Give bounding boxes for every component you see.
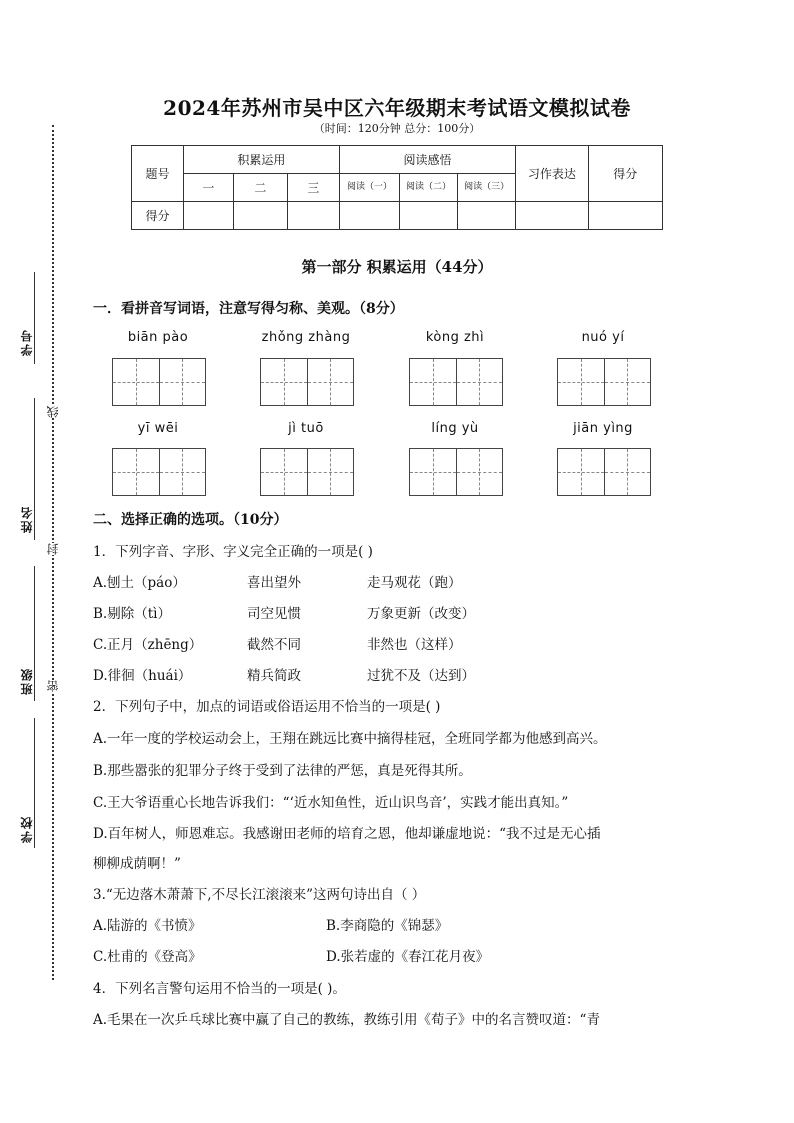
cut-mark-feng: 封 <box>46 543 60 555</box>
writing-grid[interactable] <box>557 448 651 496</box>
q2-stem: 2．下列句子中，加点的词语或俗语运用不恰当的一项是( ) <box>93 699 441 715</box>
q1-option-word: 截然不同 <box>247 637 301 653</box>
q1-option-word: 司空见惯 <box>247 606 301 622</box>
col-xizuo: 习作表达 <box>516 146 588 202</box>
col-jilei: 积累运用 <box>183 146 339 174</box>
q4-stem: 4．下列名言警句运用不恰当的一项是( )。 <box>93 981 346 997</box>
school-label: 学校 <box>20 815 34 843</box>
writing-grid[interactable] <box>112 358 206 406</box>
q1-option-word: 万象更新（改变） <box>367 606 475 622</box>
section2-heading: 二、选择正确的选项。（10分） <box>93 512 288 528</box>
cut-mark-mi: 密 <box>46 680 60 692</box>
sub-col-1: 一 <box>183 174 233 202</box>
col-yuedu: 阅读感悟 <box>339 146 515 174</box>
sub-col-2: 二 <box>233 174 287 202</box>
q2-option: D.百年树人，师恩难忘。我感谢田老师的培育之恩，他却谦虚地说：“我不过是无心插 <box>93 826 601 842</box>
score-cell[interactable] <box>183 202 233 230</box>
q1-option: B.剔除（tì） <box>93 606 171 622</box>
writing-grid[interactable] <box>409 358 503 406</box>
q1-option: D.徘徊（huái） <box>93 668 192 684</box>
class-field[interactable] <box>34 566 35 701</box>
score-cell[interactable] <box>287 202 339 230</box>
q3-option: D.张若虚的《春江花月夜》 <box>326 949 490 965</box>
q4-option: A.毛果在一次乒乓球比赛中赢了自己的教练，教练引用《荀子》中的名言赞叹道：“青 <box>93 1012 600 1028</box>
q3-option: B.李商隐的《锦瑟》 <box>326 918 449 934</box>
sub-col-3: 三 <box>287 174 339 202</box>
pinyin-label: yī wēi <box>137 421 179 436</box>
part1-heading: 第一部分 积累运用（44分） <box>301 258 493 276</box>
student-id-field[interactable] <box>34 272 35 364</box>
q1-stem: 1．下列字音、字形、字义完全正确的一项是( ) <box>93 544 373 560</box>
q1-option-word: 走马观花（跑） <box>367 575 462 591</box>
name-field[interactable] <box>34 398 35 540</box>
name-label: 姓名 <box>20 505 34 533</box>
q1-option-word: 非然也（这样） <box>367 637 462 653</box>
class-label: 班级 <box>20 667 34 695</box>
writing-grid[interactable] <box>409 448 503 496</box>
q3-option: A.陆游的《书愤》 <box>93 918 202 934</box>
col-defen: 得分 <box>588 146 662 202</box>
sub-col-yuedu-1: 阅读（一） <box>339 174 399 202</box>
q1-option-word: 喜出望外 <box>247 575 301 591</box>
q2-option: C.王大爷语重心长地告诉我们：“‘近水知鱼性，近山识鸟音’，实践才能出真知。” <box>93 795 569 811</box>
q2-option: A.一年一度的学校运动会上，王翔在跳远比赛中摘得桂冠，全班同学都为他感到高兴。 <box>93 731 607 747</box>
row-defen-label: 得分 <box>132 202 184 230</box>
pinyin-label: zhǒng zhàng <box>261 330 351 345</box>
pinyin-label: nuó yí <box>581 330 625 345</box>
exam-subtitle: （时间：120分钟 总分：100分） <box>313 122 481 135</box>
score-cell[interactable] <box>339 202 399 230</box>
q1-option: A.刨土（páo） <box>93 575 186 591</box>
writing-grid[interactable] <box>260 358 354 406</box>
school-field[interactable] <box>34 718 35 848</box>
q1-option-word: 精兵简政 <box>247 668 301 684</box>
q3-stem: 3.“无边落木萧萧下,不尽长江滚滚来”这两句诗出自（ ） <box>93 887 426 903</box>
q3-option: C.杜甫的《登高》 <box>93 949 202 965</box>
q2-option-continued: 柳柳成荫啊！” <box>93 856 181 872</box>
sub-col-yuedu-3: 阅读（三） <box>458 174 516 202</box>
score-cell[interactable] <box>588 202 662 230</box>
pinyin-label: biān pào <box>127 330 189 345</box>
q1-option: C.正月（zhēng） <box>93 637 203 653</box>
q1-option-word: 过犹不及（达到） <box>367 668 475 684</box>
writing-grid[interactable] <box>557 358 651 406</box>
q2-option: B.那些嚣张的犯罪分子终于受到了法律的严惩，真是死得其所。 <box>93 763 472 779</box>
exam-title: 2024年苏州市吴中区六年级期末考试语文模拟试卷 <box>163 96 631 120</box>
score-table <box>131 145 663 230</box>
pinyin-label: jiān yìng <box>573 421 633 436</box>
cut-mark-xian: 线 <box>46 406 60 418</box>
score-cell[interactable] <box>458 202 516 230</box>
score-cell[interactable] <box>233 202 287 230</box>
section1-heading: 一．看拼音写词语，注意写得匀称、美观。（8分） <box>93 301 404 317</box>
writing-grid[interactable] <box>260 448 354 496</box>
score-cell[interactable] <box>400 202 458 230</box>
pinyin-label: kòng zhì <box>425 330 485 345</box>
col-tihao: 题号 <box>132 146 184 202</box>
student-id-label: 学号 <box>20 328 34 356</box>
score-cell[interactable] <box>516 202 588 230</box>
pinyin-label: jì tuō <box>288 421 324 436</box>
sub-col-yuedu-2: 阅读（二） <box>400 174 458 202</box>
pinyin-label: líng yù <box>431 421 479 436</box>
writing-grid[interactable] <box>112 448 206 496</box>
